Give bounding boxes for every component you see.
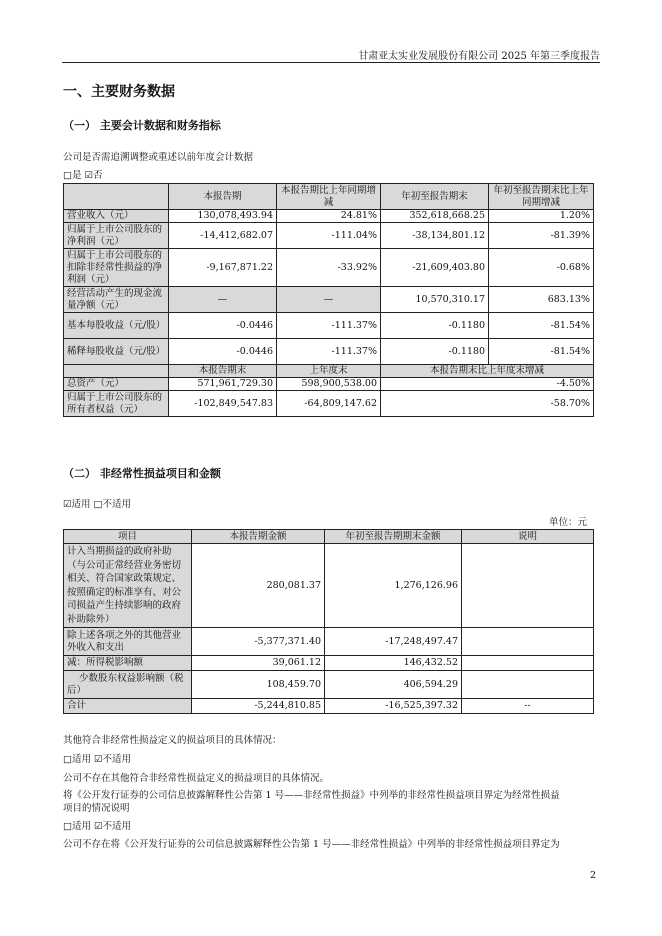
- row-label: 经营活动产生的现金流量净额（元）: [64, 287, 169, 313]
- table-cell: 10,570,310.17: [381, 287, 489, 313]
- table-cell: -58.70%: [381, 391, 594, 417]
- table-cell: 280,081.37: [192, 544, 325, 628]
- table-row: [64, 628, 594, 656]
- table-cell: 130,078,493.94: [169, 210, 277, 223]
- table-cell: -17,248,497.47: [325, 628, 462, 656]
- row-label: 基本每股收益（元/股）: [64, 313, 169, 339]
- restate-answer: □是 ☑否: [63, 170, 103, 181]
- table-cell: 1,276,126.96: [325, 544, 462, 628]
- table-cell: -81.39%: [489, 223, 594, 249]
- table-cell: -16,525,397.32: [325, 699, 462, 714]
- table-cell: 1.20%: [489, 210, 594, 223]
- table-cell: -81.54%: [489, 313, 594, 339]
- table-cell: -33.92%: [277, 249, 381, 287]
- table-cell: -0.1180: [381, 313, 489, 339]
- table-cell: [462, 671, 594, 699]
- table-header-cell: 本报告期金额: [192, 530, 325, 544]
- table-cell: 406,594.29: [325, 671, 462, 699]
- note-checkbox: □适用 ☑不适用: [63, 754, 132, 765]
- row-label: 少数股东权益影响额（税后）: [64, 671, 192, 699]
- table-cell: -4.50%: [381, 378, 594, 391]
- table-row: [64, 391, 594, 417]
- table-row: [64, 210, 594, 223]
- note-line: 公司不存在将《公开发行证券的公司信息披露解释性公告第 1 号——非经常性损益》中列举的非经常性损益项目界定为: [63, 839, 560, 850]
- note-line: 将《公开发行证券的公司信息披露解释性公告第 1 号——非经常性损益》中列举的非经常性损益项目界定为经常性损益: [63, 790, 560, 801]
- row-label: 归属于上市公司股东的净利润（元）: [64, 223, 169, 249]
- applicability-toggle: ☑适用 □不适用: [63, 499, 132, 510]
- table-cell: -9,167,871.22: [169, 249, 277, 287]
- table-row: [64, 699, 594, 714]
- table-row: [64, 223, 594, 249]
- table-cell: -111.04%: [277, 223, 381, 249]
- page-header: 甘肃亚太实业发展股份有限公司 2025 年第三季度报告: [358, 51, 600, 62]
- table-cell: -0.1180: [381, 339, 489, 365]
- table-row: [64, 287, 594, 313]
- table-header-cell: 本报告期比上年同期增减: [277, 184, 381, 210]
- note-line: 其他符合非经常性损益定义的损益项目的具体情况：: [63, 735, 282, 746]
- table-header-cell: 本报告期: [169, 184, 277, 210]
- table-header-cell: 说明: [462, 530, 594, 544]
- restate-question: 公司是否需追溯调整或重述以前年度会计数据: [63, 152, 254, 163]
- table-cell: 571,961,729.30: [169, 378, 277, 391]
- table-cell: 108,459.70: [192, 671, 325, 699]
- table-cell: -81.54%: [489, 339, 594, 365]
- row-label: 营业收入（元）: [64, 210, 169, 223]
- table-cell: 683.13%: [489, 287, 594, 313]
- table-row: [64, 378, 594, 391]
- note-line: 公司不存在其他符合非经常性损益定义的损益项目的具体情况。: [63, 773, 330, 784]
- non-recurring-table: [63, 529, 594, 714]
- table-header-cell: [64, 365, 169, 378]
- page-number: 2: [589, 870, 596, 881]
- row-label: 减：所得税影响额: [64, 656, 192, 671]
- table-cell: 146,432.52: [325, 656, 462, 671]
- row-label: 归属于上市公司股东的所有者权益（元）: [64, 391, 169, 417]
- table-cell: 24.81%: [277, 210, 381, 223]
- table-cell: -0.68%: [489, 249, 594, 287]
- table-cell: [462, 544, 594, 628]
- table-cell: -64,809,147.62: [277, 391, 381, 417]
- table-cell: -21,609,403.80: [381, 249, 489, 287]
- table-cell: -38,134,801.12: [381, 223, 489, 249]
- table-cell: [462, 628, 594, 656]
- header-rule: [62, 62, 600, 63]
- table-header-cell: 年初至报告期末: [381, 184, 489, 210]
- table-row: [64, 671, 594, 699]
- table-cell: —: [169, 287, 277, 313]
- financial-data-table: [63, 183, 594, 417]
- table-cell: -102,849,547.83: [169, 391, 277, 417]
- table-header-cell: 本报告期末: [169, 365, 277, 378]
- table-cell: -5,244,810.85: [192, 699, 325, 714]
- table-header-cell: [64, 184, 169, 210]
- table-row: [64, 339, 594, 365]
- table-cell: -14,412,682.07: [169, 223, 277, 249]
- table-row: [64, 544, 594, 628]
- table-cell: -111.37%: [277, 313, 381, 339]
- note-line: 项目的情况说明: [63, 803, 130, 814]
- subsection-title-2: （二） 非经常性损益项目和金额: [63, 467, 221, 480]
- table-header-cell: 年初至报告期期末金额: [325, 530, 462, 544]
- row-label: 稀释每股收益（元/股）: [64, 339, 169, 365]
- row-label: 计入当期损益的政府补助（与公司正常经营业务密切相关、符合国家政策规定、按照确定的标准享有、对公司损益产生持续影响的政府补助除外）: [64, 544, 192, 628]
- row-label: 除上述各项之外的其他营业外收入和支出: [64, 628, 192, 656]
- subsection-title-1: （一） 主要会计数据和财务指标: [63, 119, 221, 132]
- row-label: 归属于上市公司股东的扣除非经常性损益的净利润（元）: [64, 249, 169, 287]
- table-row: [64, 656, 594, 671]
- table-cell: [462, 656, 594, 671]
- row-label: 总资产（元）: [64, 378, 169, 391]
- table-cell: -0.0446: [169, 313, 277, 339]
- section-title: 一、主要财务数据: [63, 84, 175, 100]
- table-cell: —: [277, 287, 381, 313]
- table-cell: 352,618,668.25: [381, 210, 489, 223]
- unit-label: 单位：元: [548, 517, 587, 528]
- table-header-cell: 项目: [64, 530, 192, 544]
- table-cell: --: [462, 699, 594, 714]
- table-cell: -111.37%: [277, 339, 381, 365]
- table-cell: 39,061.12: [192, 656, 325, 671]
- table-cell: -5,377,371.40: [192, 628, 325, 656]
- row-label: 合计: [64, 699, 192, 714]
- table-header-cell: 上年度末: [277, 365, 381, 378]
- table-header-cell: 年初至报告期末比上年同期增减: [489, 184, 594, 210]
- note-checkbox: □适用 ☑不适用: [63, 821, 132, 832]
- table-header-cell: 本报告期末比上年度末增减: [381, 365, 594, 378]
- table-cell: 598,900,538.00: [277, 378, 381, 391]
- table-cell: -0.0446: [169, 339, 277, 365]
- table-row: [64, 313, 594, 339]
- table-row: [64, 249, 594, 287]
